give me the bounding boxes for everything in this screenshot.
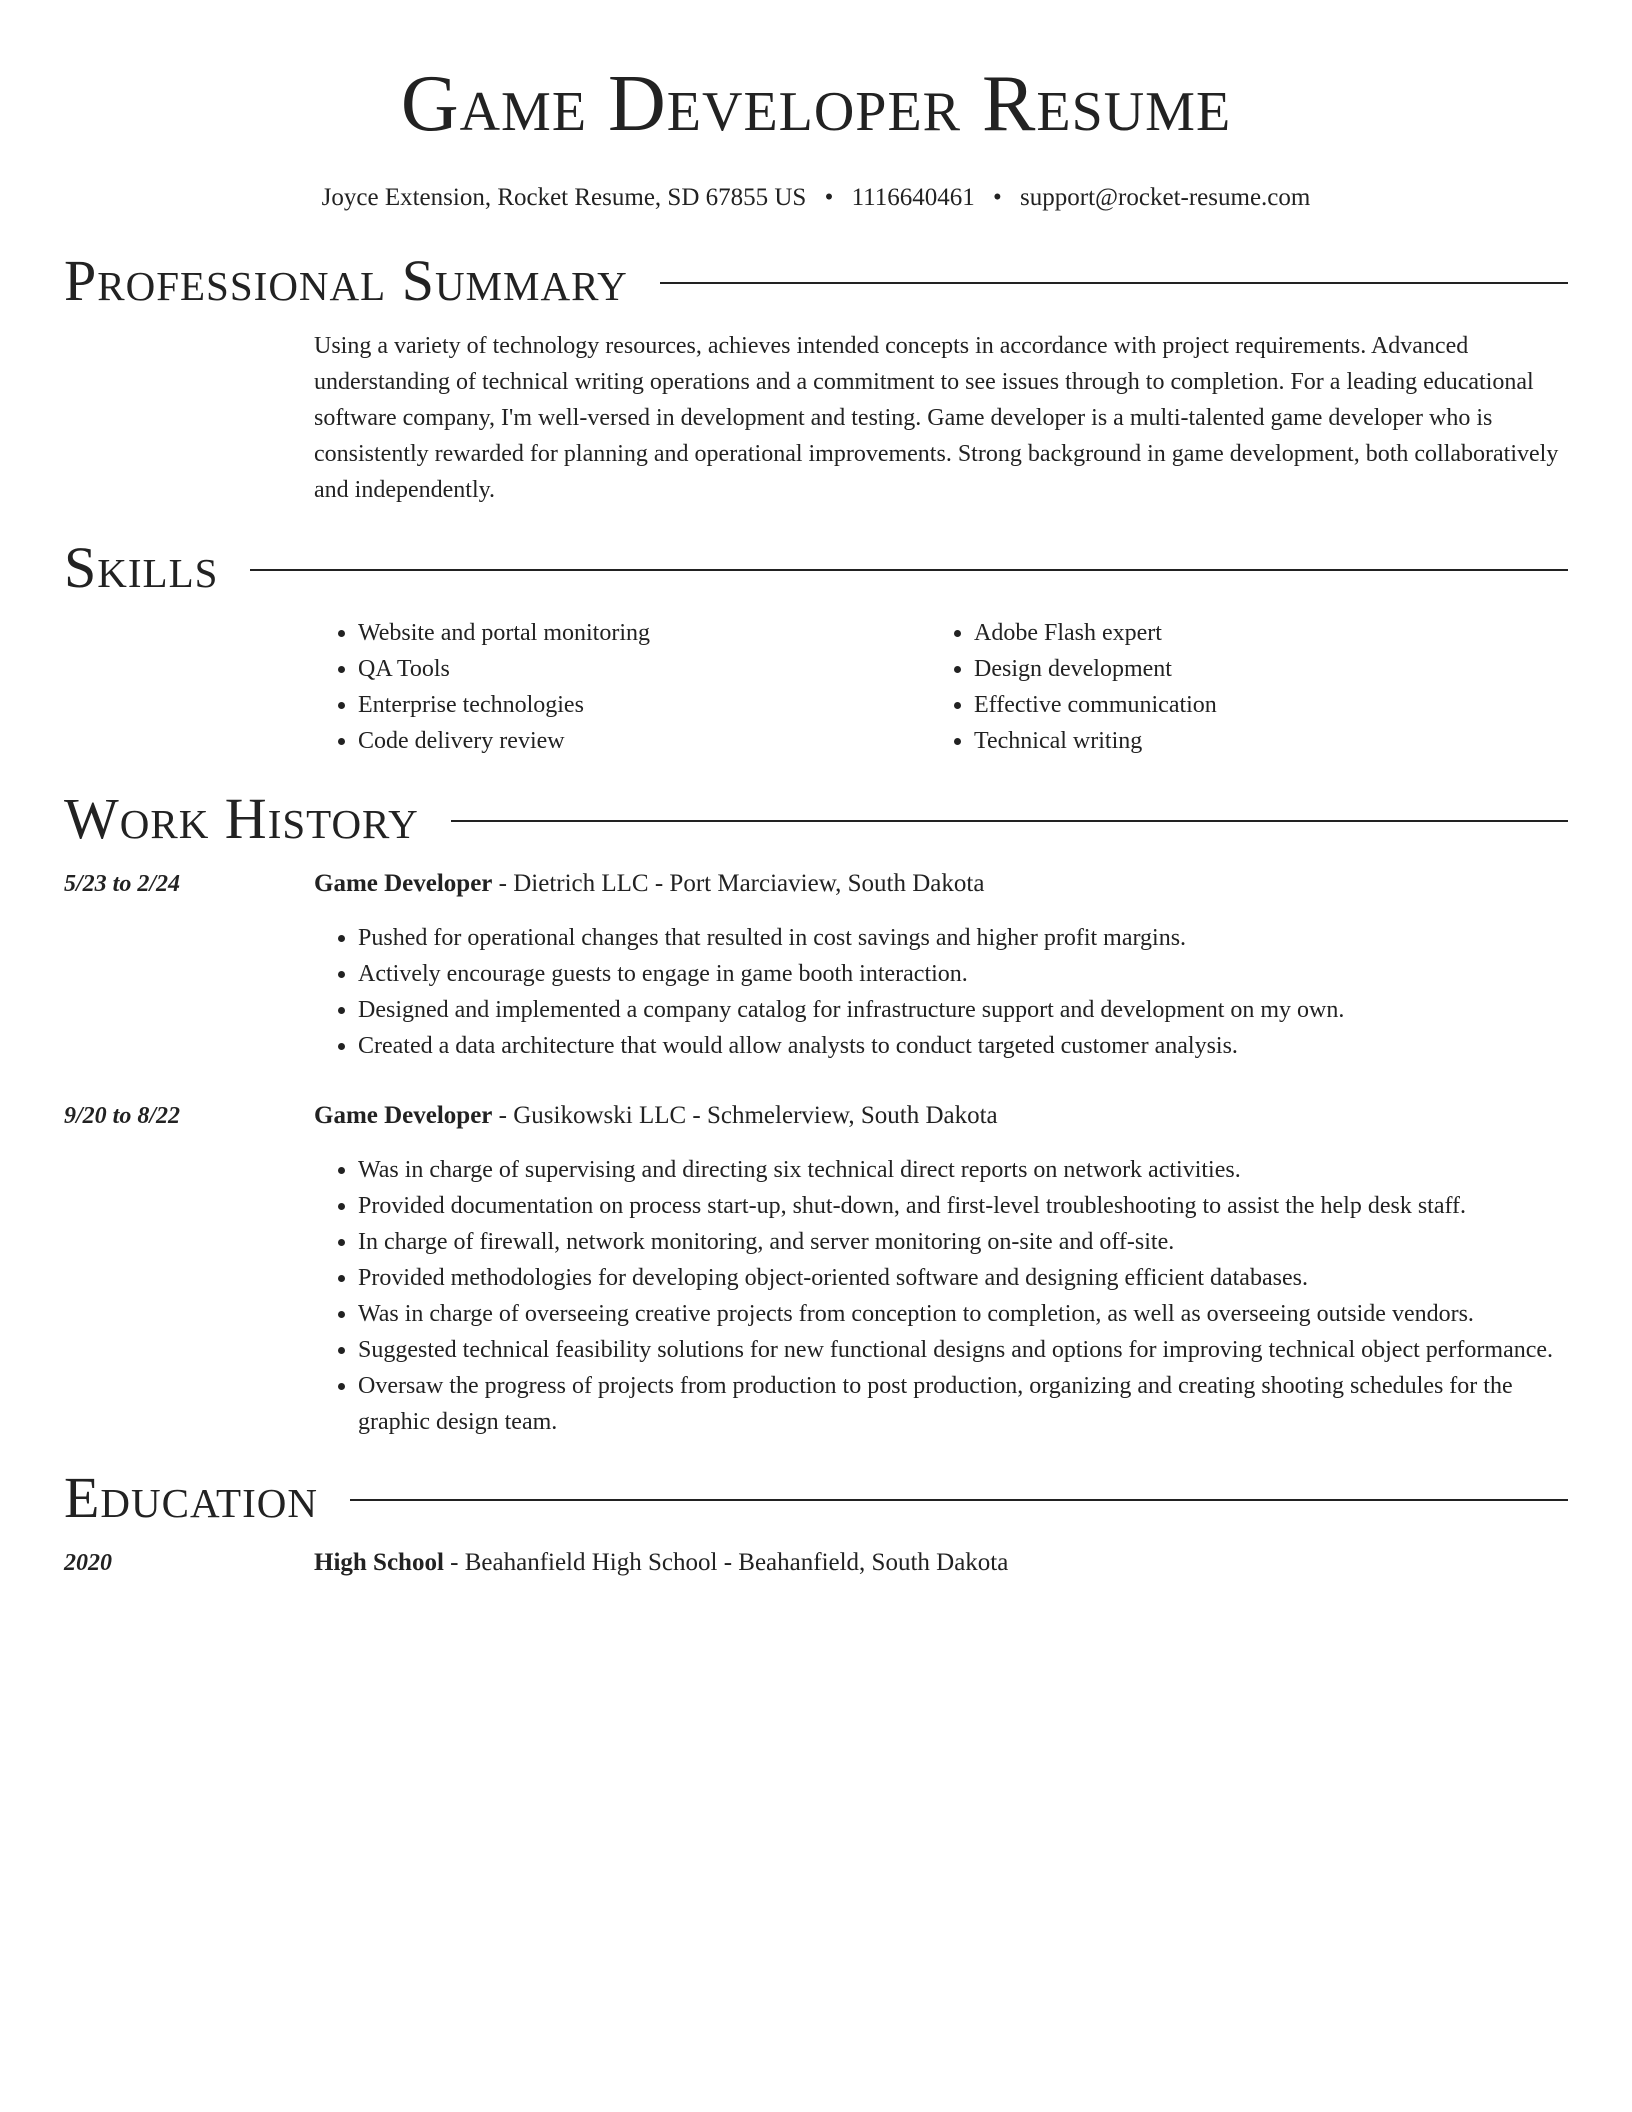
job-title: Game Developer bbox=[314, 870, 493, 897]
job-details: - Dietrich LLC - Port Marciaview, South Dakota bbox=[492, 870, 985, 897]
education-details: - Beahanfield High School - Beahanfield, South Dakota bbox=[443, 1549, 1009, 1576]
job-bullet: • In charge of firewall, network monitoring, and server monitoring on-site and off-site. bbox=[358, 1224, 1568, 1260]
job-bullet: • Suggested technical feasibility solutions for new functional designs and options for improving technical object performance. bbox=[358, 1332, 1568, 1368]
skills-list-right bbox=[930, 615, 1546, 759]
skill-item: • Design development bbox=[974, 651, 1546, 687]
skill-item: • QA Tools bbox=[358, 651, 930, 687]
summary-section bbox=[314, 311, 1568, 508]
job-entry bbox=[64, 866, 1568, 1064]
education-degree: High School bbox=[314, 1549, 444, 1576]
section-divider bbox=[350, 1499, 1568, 1501]
skill-item: • Enterprise technologies bbox=[358, 687, 930, 723]
job-dates: 5/23 to 2/24 bbox=[64, 871, 181, 897]
skills-section bbox=[314, 598, 1568, 759]
job-bullet: • Pushed for operational changes that resulted in cost savings and higher profit margins. bbox=[358, 920, 1568, 956]
job-entry bbox=[64, 1098, 1568, 1440]
skills-section-header bbox=[64, 535, 1568, 600]
summary-section-header bbox=[64, 248, 1568, 313]
summary-heading: Professional Summary bbox=[64, 248, 628, 313]
resume-title: Game Developer Resume bbox=[400, 60, 1232, 148]
work-heading: Work History bbox=[64, 786, 419, 851]
education-line bbox=[314, 1545, 1568, 1581]
job-bullet: • Created a data architecture that would allow analysts to conduct targeted customer analysis. bbox=[358, 1028, 1568, 1064]
skill-item: • Adobe Flash expert bbox=[974, 615, 1546, 651]
education-entry bbox=[64, 1545, 1568, 1581]
section-divider bbox=[250, 569, 1568, 571]
job-role-line bbox=[314, 1098, 1568, 1134]
job-bullet: • Provided documentation on process start-up, shut-down, and first-level troubleshooting to assist the help desk staff. bbox=[358, 1188, 1568, 1224]
skill-item: • Code delivery review bbox=[358, 723, 930, 759]
job-details: - Gusikowski LLC - Schmelerview, South Dakota bbox=[492, 1102, 998, 1129]
job-bullet: • Oversaw the progress of projects from production to post production, organizing and creating shooting schedules for the graphic design team. bbox=[358, 1368, 1568, 1440]
contact-address: Joyce Extension, Rocket Resume, SD 67855 US bbox=[321, 184, 807, 211]
job-content bbox=[314, 1098, 1568, 1440]
job-title: Game Developer bbox=[314, 1102, 493, 1129]
education-year: 2020 bbox=[64, 1550, 112, 1576]
skills-list-left bbox=[314, 615, 930, 759]
contact-separator: • bbox=[824, 184, 834, 211]
education-section-header bbox=[64, 1465, 1568, 1530]
job-bullets bbox=[314, 920, 1568, 1064]
education-heading: Education bbox=[64, 1465, 318, 1530]
job-dates: 9/20 to 8/22 bbox=[64, 1103, 181, 1129]
summary-text: Using a variety of technology resources, achieves intended concepts in accordance with project requirements. Advanced understanding of technical writing operations and a commitment to see issues through to completion. For a leading educational software company, I'm well-versed in development and testing. Game developer is a multi-talented game developer who is consistently rewarded for planning and operational improvements. Strong background in game development, both collaboratively and independently. bbox=[314, 333, 1559, 503]
skill-item: • Effective communication bbox=[974, 687, 1546, 723]
job-content bbox=[314, 866, 1568, 1064]
job-bullets bbox=[314, 1152, 1568, 1440]
skills-grid bbox=[314, 598, 1568, 759]
skills-heading: Skills bbox=[64, 535, 219, 600]
job-bullet: • Designed and implemented a company catalog for infrastructure support and development on my own. bbox=[358, 992, 1568, 1028]
education-content bbox=[314, 1545, 1568, 1581]
section-divider bbox=[660, 282, 1568, 284]
job-bullet: • Provided methodologies for developing object-oriented software and designing efficient databases. bbox=[358, 1260, 1568, 1296]
contact-line bbox=[64, 183, 1568, 213]
contact-email: support@rocket-resume.com bbox=[1020, 184, 1311, 211]
job-bullet: • Was in charge of overseeing creative projects from conception to completion, as well as overseeing outside vendors. bbox=[358, 1296, 1568, 1332]
job-bullet: • Actively encourage guests to engage in game booth interaction. bbox=[358, 956, 1568, 992]
skill-item: • Technical writing bbox=[974, 723, 1546, 759]
job-bullet: • Was in charge of supervising and directing six technical direct reports on network activities. bbox=[358, 1152, 1568, 1188]
contact-phone: 1116640461 bbox=[851, 184, 975, 211]
contact-separator: • bbox=[993, 184, 1002, 211]
skill-item: • Website and portal monitoring bbox=[358, 615, 930, 651]
section-divider bbox=[451, 820, 1568, 822]
work-section-header bbox=[64, 786, 1568, 851]
job-role-line bbox=[314, 866, 1568, 902]
